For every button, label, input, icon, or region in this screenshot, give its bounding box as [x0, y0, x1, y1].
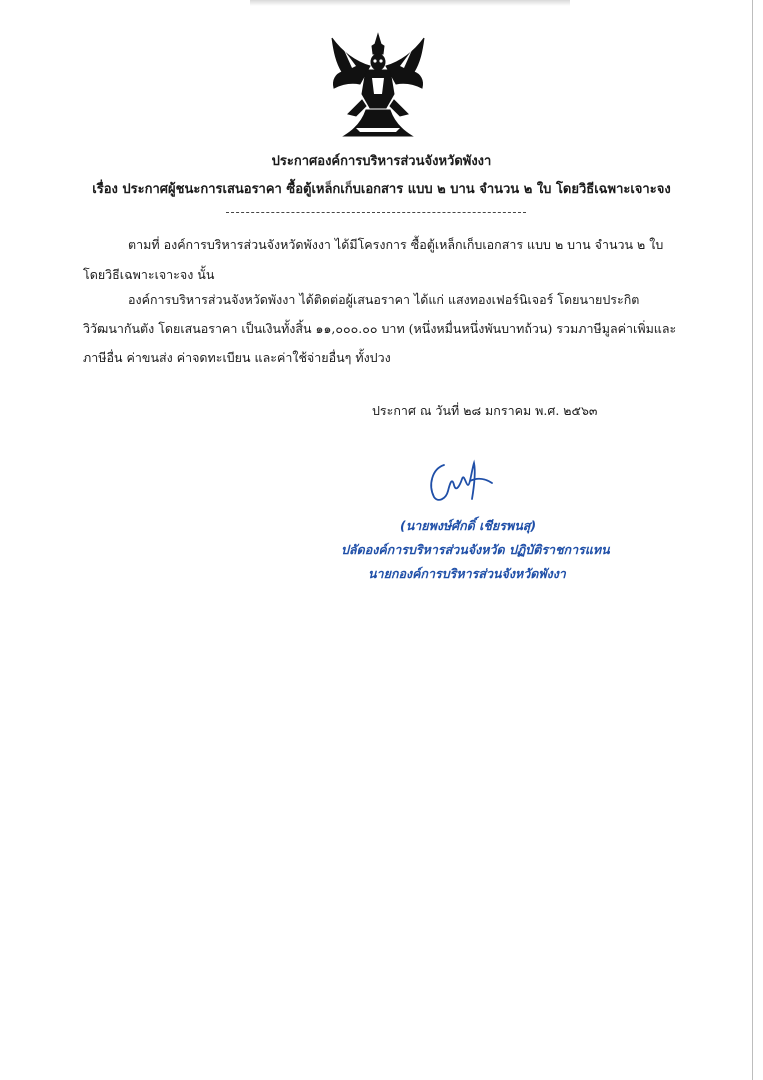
paragraph-2-line-1: องค์การบริหารส่วนจังหวัดพังงา ได้ติดต่อผู้เสนอราคา ได้แก่ แสงทองเฟอร์นิเจอร์ โดยนายประกิต: [128, 292, 640, 307]
announcement-title: ประกาศองค์การบริหารส่วนจังหวัดพังงา: [271, 154, 492, 169]
title-divider: [226, 212, 526, 213]
paragraph-2-line-3: ภาษีอื่น ค่าขนส่ง ค่าจดทะเบียน และค่าใช้จ่ายอื่นๆ ทั้งปวง: [83, 350, 391, 365]
garuda-emblem-icon: [326, 32, 430, 142]
announcement-subject: เรื่อง ประกาศผู้ชนะการเสนอราคา ซื้อตู้เหล็กเก็บเอกสาร แบบ ๒ บาน จำนวน ๒ ใบ โดยวิธีเฉพาะเจาะจง: [92, 182, 671, 197]
signatory-name: (นายพงษ์ศักดิ์ เชียรพนสุ): [400, 518, 537, 533]
paragraph-1-line-1: ตามที่ องค์การบริหารส่วนจังหวัดพังงา ได้มีโครงการ ซื้อตู้เหล็กเก็บเอกสาร แบบ ๒ บาน จำนวน ๒ ใบ: [128, 237, 664, 252]
signatory-position-2: นายกองค์การบริหารส่วนจังหวัดพังงา: [368, 566, 566, 581]
scan-shadow: [250, 0, 570, 6]
handwritten-signature: [422, 455, 498, 507]
signatory-position-1: ปลัดองค์การบริหารส่วนจังหวัด ปฏิบัติราชการแทน: [341, 542, 610, 557]
announcement-date: ประกาศ ณ วันที่ ๒๘ มกราคม พ.ศ. ๒๕๖๓: [372, 403, 598, 418]
paragraph-1-line-2: โดยวิธีเฉพาะเจาะจง นั้น: [83, 267, 215, 282]
paragraph-2-line-2: วิวัฒนากันตัง โดยเสนอราคา เป็นเงินทั้งสิ้น ๑๑,๐๐๐.๐๐ บาท (หนึ่งหมื่นหนึ่งพันบาทถ้วน) รวมภาษีมูลค่าเพิ่มและ: [83, 321, 677, 336]
